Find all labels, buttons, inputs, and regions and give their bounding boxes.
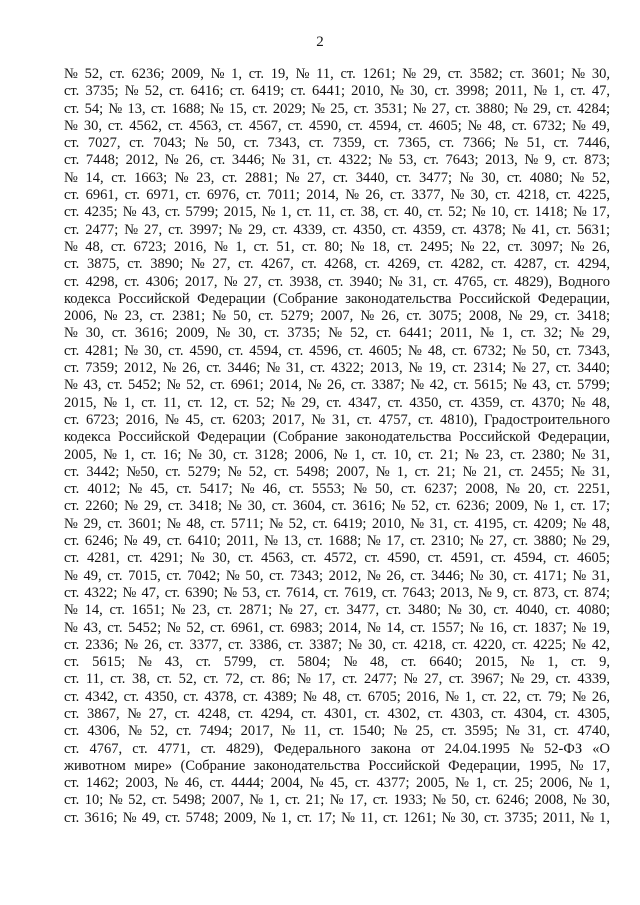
text-line: ст. 54; № 13, ст. 1688; № 15, ст. 2029; № 25, ст. 3531; № 27, ст. 3880; № 29, ст. 4284; (64, 100, 610, 117)
text-line: кодекса Российской Федерации (Собрание законодательства Российской Федерации, (64, 290, 610, 307)
text-line: ст. 3735; № 52, ст. 6416; ст. 6419; ст. 6441; 2010, № 30, ст. 3998; 2011, № 1, ст. 47, (64, 83, 610, 100)
text-line: ст. 4281; № 30, ст. 4590, ст. 4594, ст. 4596, ст. 4605; № 48, ст. 6732; № 50, ст. 7343, (64, 342, 610, 359)
text-line: № 30, ст. 3616; 2009, № 30, ст. 3735; № 52, ст. 6441; 2011, № 1, ст. 32; № 29, (64, 325, 610, 342)
text-line: ст. 7448; 2012, № 26, ст. 3446; № 31, ст. 4322; № 53, ст. 7643; 2013, № 9, ст. 873; (64, 152, 610, 169)
text-line: № 43, ст. 5452; № 52, ст. 6961, ст. 6983; 2014, № 14, ст. 1557; № 16, ст. 1837; № 19, (64, 619, 610, 636)
text-line: № 14, ст. 1651; № 23, ст. 2871; № 27, ст. 3477, ст. 3480; № 30, ст. 4040, ст. 4080; (64, 602, 610, 619)
text-line: № 29, ст. 3601; № 48, ст. 5711; № 52, ст. 6419; 2010, № 31, ст. 4195, ст. 4209; № 48, (64, 515, 610, 532)
text-line: № 52, ст. 6236; 2009, № 1, ст. 19, № 11, ст. 1261; № 29, ст. 3582; ст. 3601; № 30, (64, 66, 610, 82)
text-line: ст. 2336; № 26, ст. 3377, ст. 3386, ст. 3387; № 30, ст. 4218, ст. 4220, ст. 4225; № 42, (64, 636, 610, 653)
text-line: № 14, ст. 1663; № 23, ст. 2881; № 27, ст. 3440, ст. 3477; № 30, ст. 4080; № 52, (64, 169, 610, 186)
text-line: ст. 3867, № 27, ст. 4248, ст. 4294, ст. 4301, ст. 4302, ст. 4303, ст. 4304, ст. 4305, (64, 705, 610, 722)
text-line: ст. 4342, ст. 4350, ст. 4378, ст. 4389; № 48, ст. 6705; 2016, № 1, ст. 22, ст. 79; № 26, (64, 688, 610, 705)
text-line: кодекса Российской Федерации (Собрание законодательства Российской Федерации, (64, 429, 610, 446)
body-text (64, 66, 610, 827)
text-line: ст. 2260; № 29, ст. 3418; № 30, ст. 3604, ст. 3616; № 52, ст. 6236; 2009, № 1, ст. 17; (64, 498, 610, 515)
text-line: животном мире» (Собрание законодательства Российской Федерации, 1995, № 17, (64, 757, 610, 774)
text-line: ст. 3875, ст. 3890; № 27, ст. 4267, ст. 4268, ст. 4269, ст. 4282, ст. 4287, ст. 4294, (64, 256, 610, 273)
text-line: ст. 4322; № 47, ст. 6390; № 53, ст. 7614, ст. 7619, ст. 7643; 2013, № 9, ст. 873, ст. 874; (64, 584, 610, 601)
text-line: ст. 4298, ст. 4306; 2017, № 27, ст. 3938, ст. 3940; № 31, ст. 4765, ст. 4829), Водного (64, 273, 610, 290)
text-line: № 49, ст. 7015, ст. 7042; № 50, ст. 7343; 2012, № 26, ст. 3446; № 30, ст. 4171; № 31, (64, 567, 610, 584)
text-line: ст. 6723; 2016, № 45, ст. 6203; 2017, № 31, ст. 4757, ст. 4810), Градостроительного (64, 411, 610, 428)
page-number: 2 (316, 34, 324, 50)
text-line: ст. 6246; № 49, ст. 6410; 2011, № 13, ст. 1688; № 17, ст. 2310; № 27, ст. 3880; № 29, (64, 533, 610, 550)
text-line: № 43, ст. 5452; № 52, ст. 6961; 2014, № 26, ст. 3387; № 42, ст. 5615; № 43, ст. 5799; (64, 377, 610, 394)
text-line: ст. 4281, ст. 4291; № 30, ст. 4563, ст. 4572, ст. 4590, ст. 4591, ст. 4594, ст. 4605; (64, 550, 610, 567)
text-line: № 30, ст. 4562, ст. 4563, ст. 4567, ст. 4590, ст. 4594, ст. 4605; № 48, ст. 6732; № 49, (64, 117, 610, 134)
text-line: 2006, № 23, ст. 2381; № 50, ст. 5279; 2007, № 26, ст. 3075; 2008, № 29, ст. 3418; (64, 308, 610, 325)
text-line: ст. 11, ст. 38, ст. 52, ст. 72, ст. 86; № 17, ст. 2477; № 27, ст. 3967; № 29, ст. 4339, (64, 671, 610, 688)
text-line: ст. 4012; № 45, ст. 5417; № 46, ст. 5553; № 50, ст. 6237; 2008, № 20, ст. 2251, (64, 481, 610, 498)
text-line: ст. 4767, ст. 4771, ст. 4829), Федерального закона от 24.04.1995 № 52-ФЗ «О (64, 740, 610, 757)
text-line: ст. 4235; № 43, ст. 5799; 2015, № 1, ст. 11, ст. 38, ст. 40, ст. 52; № 10, ст. 1418; № 17, (64, 204, 610, 221)
text-line: ст. 3616; № 49, ст. 5748; 2009, № 1, ст. 17; № 11, ст. 1261; № 30, ст. 3735; 2011, № 1, (64, 809, 610, 826)
text-line: 2005, № 1, ст. 16; № 30, ст. 3128; 2006, № 1, ст. 10, ст. 21; № 23, ст. 2380; № 31, (64, 446, 610, 463)
text-line: ст. 6961, ст. 6971, ст. 6976, ст. 7011; 2014, № 26, ст. 3377, № 30, ст. 4218, ст. 4225, (64, 187, 610, 204)
text-line: ст. 4306, № 52, ст. 7494; 2017, № 11, ст. 1540; № 25, ст. 3595; № 31, ст. 4740, (64, 723, 610, 740)
text-line: ст. 10; № 52, ст. 5498; 2007, № 1, ст. 21; № 17, ст. 1933; № 50, ст. 6246; 2008, № 30, (64, 792, 610, 809)
text-line: № 48, ст. 6723; 2016, № 1, ст. 51, ст. 80; № 18, ст. 2495; № 22, ст. 3097; № 26, (64, 238, 610, 255)
text-line: ст. 3442; №50, ст. 5279; № 52, ст. 5498; 2007, № 1, ст. 21; № 21, ст. 2455; № 31, (64, 463, 610, 480)
text-line: 2015, № 1, ст. 11, ст. 12, ст. 52; № 29, ст. 4347, ст. 4350, ст. 4359, ст. 4370; № 48, (64, 394, 610, 411)
text-line: ст. 5615; № 43, ст. 5799, ст. 5804; № 48, ст. 6640; 2015, № 1, ст. 9, (64, 654, 610, 671)
text-line: ст. 7359; 2012, № 26, ст. 3446; № 31, ст. 4322; 2013, № 19, ст. 2314; № 27, ст. 3440; (64, 360, 610, 377)
text-line: ст. 1462; 2003, № 46, ст. 4444; 2004, № 45, ст. 4377; 2005, № 1, ст. 25; 2006, № 1, (64, 775, 610, 792)
text-line: ст. 2477; № 27, ст. 3997; № 29, ст. 4339, ст. 4350, ст. 4359, ст. 4378; № 41, ст. 5631; (64, 221, 610, 238)
text-line: ст. 7027, ст. 7043; № 50, ст. 7343, ст. 7359, ст. 7365, ст. 7366; № 51, ст. 7446, (64, 135, 610, 152)
